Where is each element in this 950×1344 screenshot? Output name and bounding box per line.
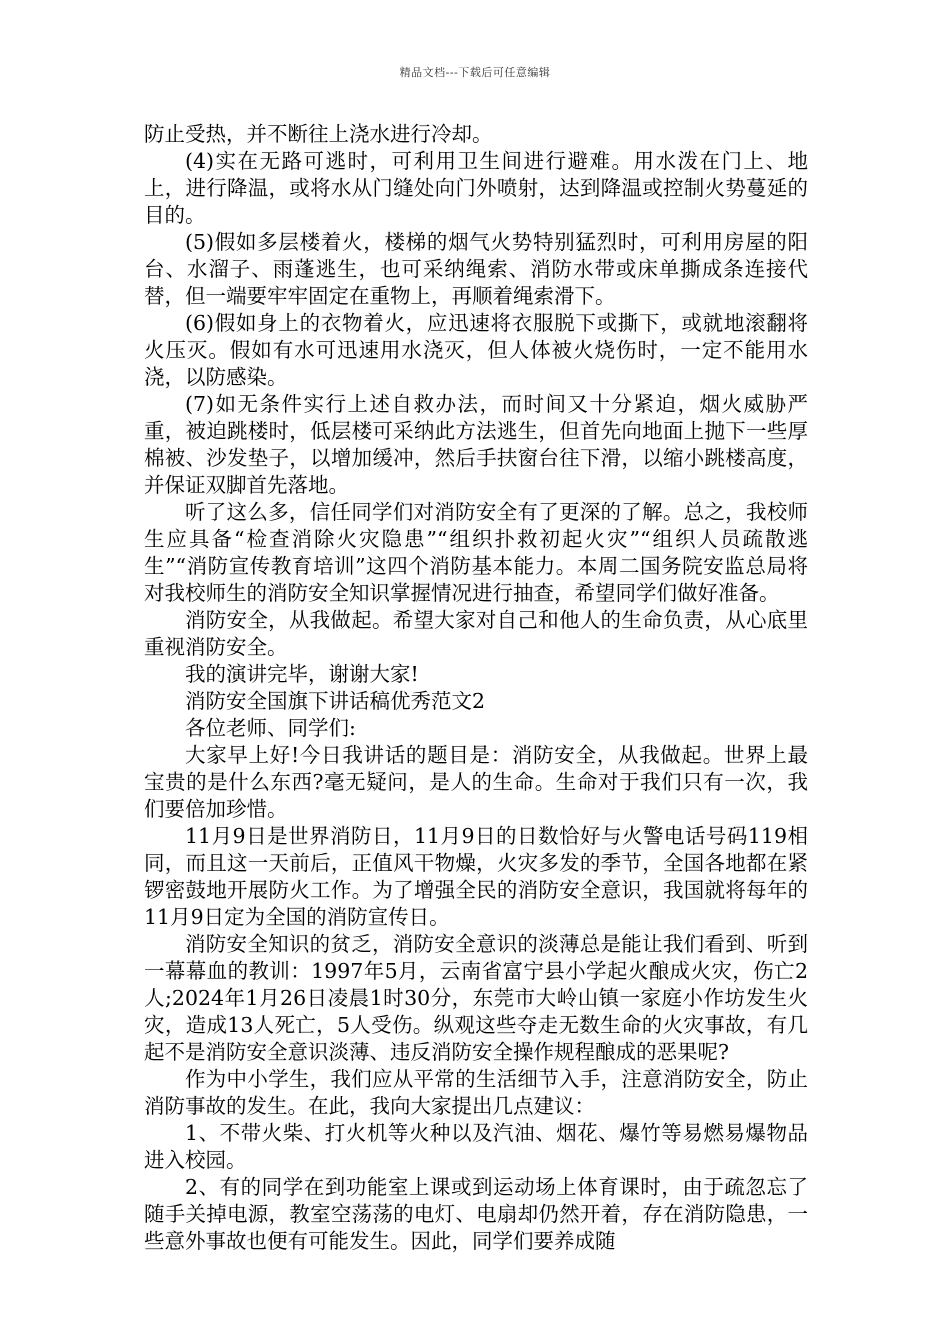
section-title: 消防安全国旗下讲话稿优秀范文2 [185, 689, 486, 713]
paragraph-item-6: (6)假如身上的衣物着火，应迅速将衣服脱下或撕下，或就地滚翻将火压灭。假如有水可迅速用水浇灭，但人体被火烧伤时，一定不能用水浇，以防感染。 [144, 311, 808, 389]
document-body [144, 121, 808, 1255]
paragraph-suggestion-2: 2、有的同学在到功能室上课或到运动场上体育课时，由于疏忽忘了随手关掉电源，教室空荡荡的电灯、电扇却仍然开着，存在消防隐患，一些意外事故也便有可能发生。因此，同学们要养成随 [144, 1175, 808, 1253]
paragraph-lessons: 消防安全知识的贫乏，消防安全意识的淡薄总是能让我们看到、听到一幕幕血的教训：1997年5月，云南省富宁县小学起火酿成火灾，伤亡2人;2024年1月26日凌晨1时30分，东莞市大岭山镇一家庭小作坊发生火灾，造成13人死亡，5人受伤。纵观这些夺走无数生命的火灾事故，有几起不是消防安全意识淡薄、违反消防安全操作规程酿成的恶果呢? [144, 932, 808, 1064]
paragraph-closing: 我的演讲完毕，谢谢大家! [185, 662, 419, 686]
paragraph-greeting: 大家早上好!今日我讲话的题目是：消防安全，从我做起。世界上最宝贵的是什么东西?毫无疑问，是人的生命。生命对于我们只有一次，我们要倍加珍惜。 [144, 743, 808, 821]
paragraph-suggestion-1: 1、不带火柴、打火机等火种以及汽油、烟花、爆竹等易燃易爆物品进入校园。 [144, 1121, 808, 1172]
paragraph-item-7: (7)如无条件实行上述自救办法，而时间又十分紧迫，烟火威胁严重，被迫跳楼时，低层楼可采纳此方法逃生，但首先向地面上抛下一些厚棉被、沙发垫子，以增加缓冲，然后手扶窗台往下滑，以缩小跳楼高度，并保证双脚首先落地。 [144, 392, 808, 497]
paragraph-summary: 听了这么多，信任同学们对消防安全有了更深的了解。总之，我校师生应具备“检查消除火灾隐患”“组织扑救初起火灾”“组织人员疏散逃生”“消防宣传教育培训”这四个消防基本能力。本周二国务院安监总局将对我校师生的消防安全知识掌握情况进行抽查，希望同学们做好准备。 [144, 500, 808, 605]
paragraph-item-4: (4)实在无路可逃时，可利用卫生间进行避难。用水泼在门上、地上，进行降温，或将水从门缝处向门外喷射，达到降温或控制火势蔓延的目的。 [144, 149, 808, 227]
paragraph-continuation: 防止受热，并不断往上浇水进行冷却。 [144, 122, 493, 146]
page-header: 精品文档---下载后可任意编辑 [399, 66, 551, 79]
paragraph-salutation: 各位老师、同学们: [185, 716, 356, 740]
paragraph-suggestions-intro: 作为中小学生，我们应从平常的生活细节入手，注意消防安全，防止消防事故的发生。在此，我向大家提出几点建议： [144, 1067, 808, 1118]
paragraph-call-to-action: 消防安全，从我做起。希望大家对自己和他人的生命负责，从心底里重视消防安全。 [144, 608, 808, 659]
paragraph-fire-day: 11月9日是世界消防日，11月9日的日数恰好与火警电话号码119相同，而且这一天前后，正值风干物燥，火灾多发的季节，全国各地都在紧锣密鼓地开展防火工作。为了增强全民的消防安全意识，我国就将每年的11月9日定为全国的消防宣传日。 [144, 824, 808, 929]
paragraph-item-5: (5)假如多层楼着火，楼梯的烟气火势特别猛烈时，可利用房屋的阳台、水溜子、雨蓬逃生，也可采纳绳索、消防水带或床单撕成条连接代替，但一端要牢牢固定在重物上，再顺着绳索滑下。 [144, 230, 808, 308]
